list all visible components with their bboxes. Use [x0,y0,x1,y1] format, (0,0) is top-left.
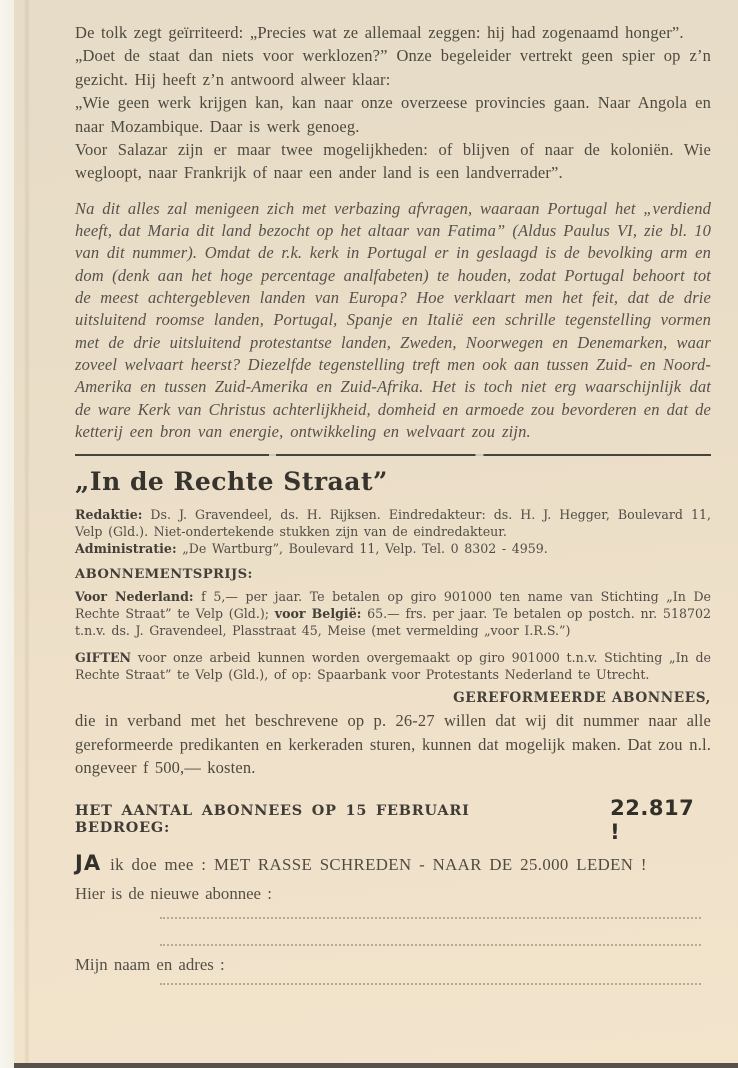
redaktie-text: Ds. J. Gravendeel, ds. H. Rijksen. Eindredakteur: ds. H. J. Hegger, Boulevard 11, Velp (Gld.). Niet-ondertekende stukken zijn van de eindredakteur. [75,507,711,540]
belgium-text: 65.— frs. per jaar. Te betalen op postch. nr. 518702 t.n.v. ds. J. Gravendeel, Plasstraat 45, Meise (met vermelding „voor I.R.S.”) [75,606,712,639]
subscriber-count-value: 22.817 ! [610,796,695,845]
interview-text [75,21,711,185]
interview-paragraph: „Wie geen werk krijgen kan, kan naar onze overzeese provincies gaan. Naar Angola en naar Mozambique. Daar is werk genoeg. [75,93,711,136]
name-address-write-line [160,983,701,985]
join-appeal-row [75,851,711,875]
belgium-label: voor België: [274,606,362,622]
interview-paragraph: „Doet de staat dan niets voor werklozen?” Onze begeleider vertrekt geen spier op z’n gezicht. Hij heeft z’n antwoord alweer klaar: [75,46,711,89]
administratie-label: Administratie: [75,541,177,557]
reformed-subscribers-heading: GEREFORMEERDE ABONNEES, [453,690,711,707]
interview-paragraph: De tolk zegt geïrriteerd: „Precies wat ze allemaal zeggen: hij had zogenaamd honger”. [75,23,684,42]
subscriber-write-line [160,917,701,919]
ja-emphasis: JA [75,851,102,876]
editorial-commentary [75,198,711,443]
administratie-text: „De Wartburg”, Boulevard 11, Velp. Tel. 0 8302 - 4959. [182,541,548,557]
subscription-price-text [75,588,711,639]
section-divider [75,454,711,456]
interview-paragraph: Voor Salazar zijn er maar twee mogelijkheden: of blijven of naar de koloniën. Wie wegloopt, naar Frankrijk of naar een ander land is een landverrader”. [75,140,711,183]
redaktie-label: Redaktie: [75,507,143,523]
scan-bottom-edge [14,1063,738,1068]
masthead-title: „In de Rechte Straat” [75,467,388,497]
gifts-label: GIFTEN [75,650,132,666]
scan-left-edge [0,0,14,1068]
page-content [75,21,711,985]
subscriber-count-row [75,796,711,844]
join-appeal-text: ik doe mee : MET RASSE SCHREDEN - NAAR DE 25.000 LEDEN ! [110,855,647,875]
gifts-body: voor onze arbeid kunnen worden overgemaakt op giro 901000 t.n.v. Stichting „In de Rechte Straat” te Velp (Gld.), of op: Spaarbank voor Protestants Nederland te Utrecht. [75,650,711,683]
subscription-price-heading: ABONNEMENTSPRIJS: [75,567,253,583]
subscriber-write-line [160,944,701,946]
gifts-text [75,649,711,683]
netherlands-label: Voor Nederland: [75,589,194,605]
netherlands-text: f 5,— per jaar. Te betalen op giro 901000 ten name van Stichting „In De Rechte Straat” te Velp (Gld.); [75,589,711,622]
subscriber-count-label: HET AANTAL ABONNEES OP 15 FEBRUARI BEDROEG: [75,802,470,837]
commentary-paragraph: Na dit alles zal menigeen zich met verbazing afvragen, waaraan Portugal het „verdiend heeft, dat Maria dit land bezocht op het altaar van Fatima” (Aldus Paulus VI, zie bl. 10 van dit nummer). Omdat de r.k. kerk in Portugal er in geslaagd is de bevolking arm en dom (denk aan het hoge percentage analfabeten) te houden, zodat Portugal behoort tot de meest achtergebleven landen van Europa? Hoe verklaart men het feit, dat de drie uitsluitend roomse landen, Portugal, Spanje en Italië een schrille tegenstelling vormen met de drie uitsluitend protestantse landen, Zweden, Noorwegen en Denemarken, waar zoveel welvaart heerst? Diezelfde tegenstelling treft men ook aan tussen Zuid- en Noord-Amerika en tussen Zuid-Amerika en Zuid-Afrika. Het is toch niet erg waarschijnlijk dat de ware Kerk van Christus achterlijkheid, domheid en armoede zou bevorderen en dat de ketterij een bron van energie, ontwikkeling en welvaart zou zijn. [75,198,711,441]
masthead-colophon [75,506,711,557]
new-subscriber-label: Hier is de nieuwe abonnee : [75,884,272,904]
name-address-label: Mijn naam en adres : [75,955,225,975]
page-crease [24,0,30,1068]
reformed-subscribers-text: die in verband met het beschrevene op p. 26-27 willen dat wij dit nummer naar alle gereformeerde predikanten en kerkeraden sturen, kunnen dat mogelijk maken. Dat zou n.l. ongeveer f 500,— kosten. [75,711,711,777]
